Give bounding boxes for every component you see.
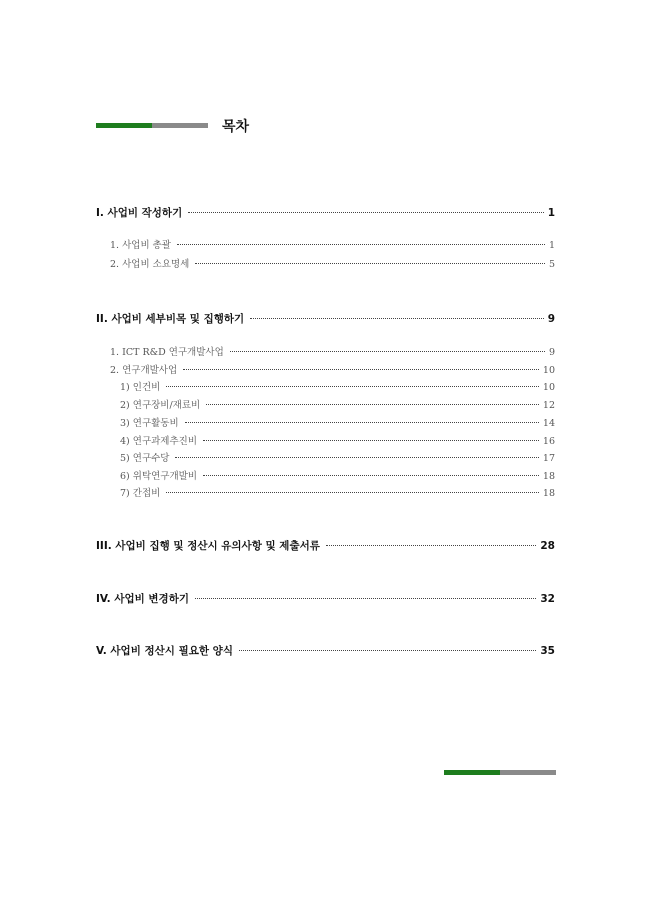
toc-chapter-entry[interactable] [96,311,555,326]
dot-leader [183,369,539,370]
header-decorative-bar [96,123,208,128]
toc-section-entry[interactable] [110,344,555,358]
footer-decorative-bar [444,770,556,775]
dot-leader [239,650,536,651]
toc-page-number: 32 [540,593,555,605]
toc-chapter-entry[interactable] [96,643,555,658]
toc-entry-label: V. 사업비 정산시 필요한 양식 [96,645,233,657]
toc-page-number: 18 [542,471,555,482]
toc-section-entry[interactable] [110,237,555,251]
toc-page-number: 12 [542,400,555,411]
toc-entry-label: 4) 연구과제추진비 [120,436,198,447]
toc-entry-label: 5) 연구수당 [120,453,170,464]
toc-page-number: 28 [540,540,555,552]
toc-section-entry[interactable] [110,256,555,270]
toc-entry-label: I. 사업비 작성하기 [96,207,183,219]
toc-chapter-entry[interactable] [96,538,555,553]
toc-section-entry[interactable] [120,450,555,464]
toc-entry-label: II. 사업비 세부비목 및 집행하기 [96,313,245,325]
dot-leader [166,492,539,493]
toc-page-number: 5 [548,259,555,270]
toc-entry-label: 6) 위탁연구개발비 [120,471,198,482]
dot-leader [230,351,545,352]
toc-entry-label: 2) 연구장비/재료비 [120,400,201,411]
toc-section-entry[interactable] [120,415,555,429]
dot-leader [206,404,539,405]
toc-section-entry[interactable] [120,468,555,482]
toc-section-entry[interactable] [120,485,555,499]
toc-section-entry[interactable] [120,433,555,447]
dot-leader [195,263,545,264]
dot-leader [195,598,536,599]
toc-page-number: 17 [542,453,555,464]
toc-entry-label: 2. 연구개발사업 [110,365,178,376]
toc-section-entry[interactable] [110,362,555,376]
toc-entry-label: 1. 사업비 총괄 [110,240,171,251]
dot-leader [203,440,539,441]
toc-entry-label: 2. 사업비 소요명세 [110,259,190,270]
dot-leader [326,545,537,546]
toc-page-number: 9 [547,313,555,325]
toc-page-number: 10 [542,365,555,376]
toc-page-number: 14 [542,418,555,429]
toc-entry-label: IV. 사업비 변경하기 [96,593,189,605]
dot-leader [166,386,539,387]
toc-chapter-entry[interactable] [96,205,555,220]
toc-page-number: 18 [542,488,555,499]
toc-entry-label: 1) 인건비 [120,382,161,393]
dot-leader [177,244,545,245]
toc-entry-label: 7) 간접비 [120,488,161,499]
toc-chapter-entry[interactable] [96,591,555,606]
toc-page-number: 9 [548,347,555,358]
toc-section-entry[interactable] [120,379,555,393]
dot-leader [188,212,543,213]
page-title: 목차 [222,119,250,135]
dot-leader [175,457,538,458]
dot-leader [185,422,539,423]
dot-leader [203,475,539,476]
toc-page-number: 10 [542,382,555,393]
toc-entry-label: 1. ICT R&D 연구개발사업 [110,347,224,358]
toc-page-number: 35 [540,645,555,657]
toc-entry-label: III. 사업비 집행 및 정산시 유의사항 및 제출서류 [96,540,320,552]
toc-page-number: 1 [548,240,555,251]
toc-page-number: 1 [547,207,555,219]
toc-page-number: 16 [542,436,555,447]
toc-section-entry[interactable] [120,397,555,411]
toc-entry-label: 3) 연구활동비 [120,418,179,429]
dot-leader [250,318,544,319]
